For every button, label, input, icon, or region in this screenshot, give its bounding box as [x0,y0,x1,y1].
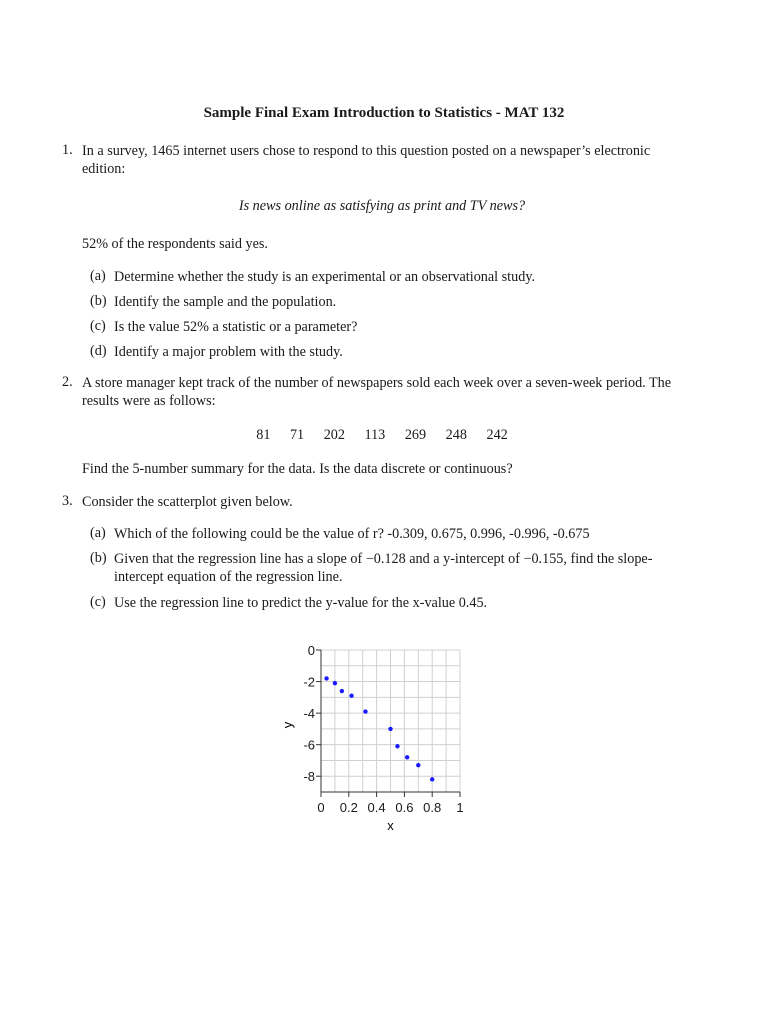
x-tick-label: 1 [456,800,464,815]
chart-grid [321,650,460,792]
q3-number: 3. [62,493,73,509]
x-tick-label: 0.6 [395,800,414,815]
q1-result: 52% of the respondents said yes. [82,236,268,252]
data-point [340,689,344,693]
data-point [430,777,434,781]
q3b-text: Given that the regression line has a slope of −0.128 and a y-intercept of −0.155, find the slope-intercept equation of the regression line. [114,551,653,585]
q1b-label: (b) [90,293,107,309]
q1-number: 1. [62,142,73,158]
q3-text: Consider the scatterplot given below. [82,494,293,510]
exam-title: Sample Final Exam Introduction to Statistics - MAT 132 [203,105,565,121]
q2-number: 2. [62,374,73,390]
q2-text: A store manager kept track of the number of newspapers sold each week over a seven-week period. The results were as follows: [82,375,672,409]
q3c-text: Use the regression line to predict the y-value for the x-value 0.45. [114,595,488,611]
q1-quote: Is news online as satisfying as print and TV news? [238,198,526,214]
q2-values [82,427,682,444]
x-tick-label: 0.4 [367,800,386,815]
q2-question: Find the 5-number summary for the data. Is the data discrete or continuous? [82,461,513,477]
q1b-text: Identify the sample and the population. [114,294,337,310]
data-point [324,676,328,680]
x-axis-label: x [387,818,394,833]
q2-value: 248 [445,427,467,443]
y-tick-label: 0 [307,643,315,658]
q2-value: 113 [364,427,386,443]
x-tick-label: 0.8 [423,800,442,815]
q2-value: 81 [256,427,271,443]
scatterplot [270,636,480,846]
q3c-label: (c) [90,594,106,610]
data-point [395,744,399,748]
q1c-text: Is the value 52% a statistic or a parameter? [114,319,358,335]
data-point [349,694,353,698]
data-point [363,709,367,713]
q1a-label: (a) [90,268,106,284]
q3a-label: (a) [90,525,106,541]
q1d-label: (d) [90,343,107,359]
q1c-label: (c) [90,318,106,334]
q1d-text: Identify a major problem with the study. [114,344,343,360]
q1a-text: Determine whether the study is an experimental or an observational study. [114,269,536,285]
data-point [388,727,392,731]
q2-value: 242 [486,427,508,443]
x-tick-label: 0.2 [339,800,358,815]
x-tick-label: 0 [317,800,325,815]
q2-value: 202 [323,427,345,443]
data-point [333,681,337,685]
q2-value: 269 [404,427,427,443]
y-axis-label: y [280,721,295,729]
y-tick-label: -2 [303,674,315,690]
y-tick-label: -8 [303,769,315,785]
q3a-text: Which of the following could be the value of r? -0.309, 0.675, 0.996, -0.996, -0.675 [114,526,590,542]
q1-text: In a survey, 1465 internet users chose to respond to this question posted on a newspaper’s electronic edition: [82,143,651,177]
y-tick-label: -6 [303,737,315,753]
q3b-label: (b) [90,550,107,566]
q2-value: 71 [289,427,305,443]
y-tick-label: -4 [303,706,315,722]
data-point [416,763,420,767]
data-point [405,755,409,759]
